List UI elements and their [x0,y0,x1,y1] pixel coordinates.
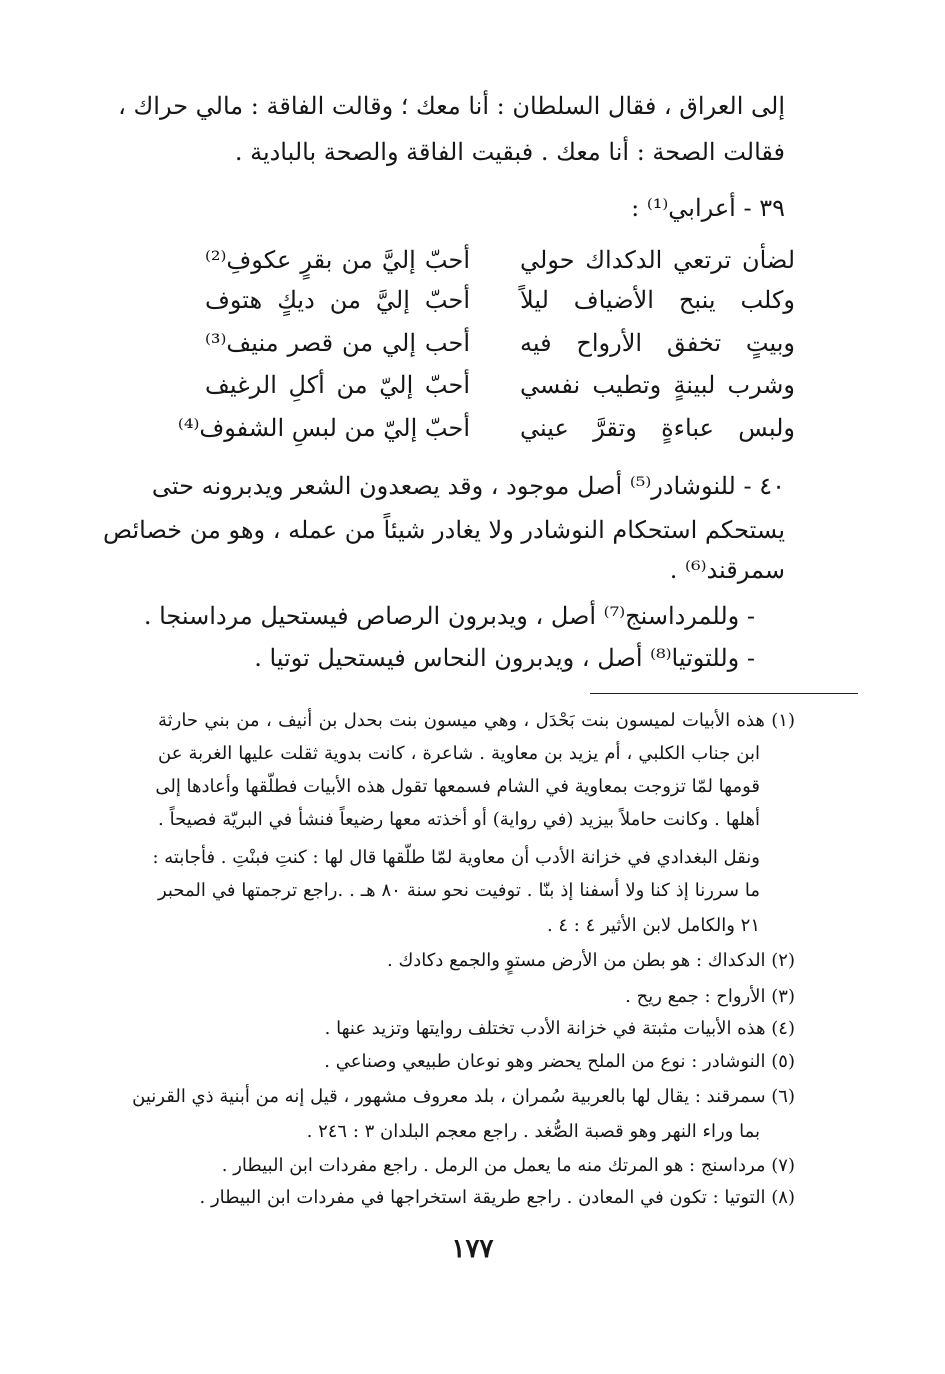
poem-verse [158,240,795,280]
paragraph-line: إلى العراق ، فقال السلطان : أنا معك ؛ وقالت الفاقة : مالي حراك ، [118,92,785,120]
verse-second-hemistich: أحبّ إليّ من أكلِ الرغيف [205,371,470,399]
footnote-line: ما سررنا إذ كنا ولا أسفنا إذ بنّا . توفيت نحو سنة ٨٠ هـ . .راجع ترجمتها في المحبر [158,880,760,901]
footnote-line: (٧) مرداسنج : هو المرتك منه ما يعمل من الرمل . راجع مفردات ابن البيطار . [221,1155,795,1176]
footnote-line: (٣) الأرواح : جمع ريح . [625,986,795,1007]
poem-verse [158,365,795,405]
section-heading: ٣٩ - أعرابي⁽¹⁾ : [631,194,785,222]
paragraph-line: ٤٠ - للنوشادر⁽⁵⁾ أصل موجود ، وقد يصعدون الشعر ويدبرونه حتى [151,472,785,500]
footnote-line: قومها لمّا تزوجت بمعاوية في الشام فسمعها تقول هذه الأبيات فطلّقها وأعادها إلى [155,776,760,797]
sub-item: - وللمرداسنج⁽⁷⁾ أصل ، ويدبرون الرصاص فيستحيل مرداسنجا . [143,602,755,630]
footnote-line: ابن جناب الكلبي ، أم يزيد بن معاوية . شاعرة ، كانت بدوية ثقلت عليها الغربة عن [158,743,760,764]
footnote-line: ٢١ والكامل لابن الأثير ٤ : ٤ . [546,915,760,936]
verse-first-hemistich: وشرب لبينةٍ وتطيب نفسي [520,371,795,399]
footnote-separator [590,693,858,694]
verse-first-hemistich: ولبس عباءةٍ وتقرَّ عيني [520,414,795,442]
footnote-line: (٢) الدكداك : هو بطن من الأرض مستوٍ والجمع دكادك . [387,950,795,971]
footnote-line: (٨) التوتيا : تكون في المعادن . راجع طريقة استخراجها في مفردات ابن البيطار . [199,1187,795,1208]
poem-verse [158,280,795,320]
verse-second-hemistich: أحبّ إليَّ من ديكٍ هتوف [205,286,470,314]
verse-second-hemistich: أحبّ إليّ من لبسِ الشفوف⁽⁴⁾ [177,414,470,442]
footnote-line: ونقل البغدادي في خزانة الأدب أن معاوية لمّا طلّقها قال لها : كنتِ فبنْتِ . فأجابته : [152,847,760,868]
footnote-line: أهلها . وكانت حاملاً بيزيد (في رواية) أو أخذته معها رضيعاً فنشأ في البريّة فصيحاً . [158,809,760,830]
paragraph-line: يستحكم استحكام النوشادر ولا يغادر شيئاً من عمله ، وهو من خصائص [103,516,785,544]
verse-first-hemistich: لضأن ترتعي الدكداك حولي [520,246,795,274]
poem-verse [158,323,795,363]
footnote-line: (٦) سمرقند : يقال لها بالعربية سُمران ، بلد معروف مشهور ، قيل إنه من أبنية ذي القرنين [132,1086,795,1107]
sub-item: - وللتوتيا⁽⁸⁾ أصل ، ويدبرون النحاس فيستحيل توتيا . [254,644,755,672]
paragraph-line: فقالت الصحة : أنا معك . فبقيت الفاقة والصحة بالبادية . [234,138,785,166]
verse-second-hemistich: أحبّ إليَّ من بقرٍ عكوفِ⁽²⁾ [205,246,470,274]
paragraph-line: سمرقند⁽⁶⁾ . [669,556,785,584]
footnote-line: (١) هذه الأبيات لميسون بنت بَحْدَل ، وهي ميسون بنت بحدل بن أنيف ، من بني حارثة [158,710,795,731]
footnote-line: (٤) هذه الأبيات مثبتة في خزانة الأدب تختلف روايتها وتزيد عنها . [324,1018,795,1039]
poem-verse [158,408,795,448]
verse-second-hemistich: أحب إلي من قصر منيف⁽³⁾ [205,329,470,357]
page-number: ١٧٧ [451,1234,494,1264]
verse-first-hemistich: وبيتٍ تخفق الأرواح فيه [520,329,795,357]
verse-first-hemistich: وكلب ينبح الأضياف ليلاً [520,286,795,314]
footnote-line: بما وراء النهر وهو قصبة الصُّغد . راجع معجم البلدان ٣ : ٢٤٦ . [306,1121,760,1142]
footnote-line: (٥) النوشادر : نوع من الملح يحضر وهو نوعان طبيعي وصناعي . [324,1051,795,1072]
